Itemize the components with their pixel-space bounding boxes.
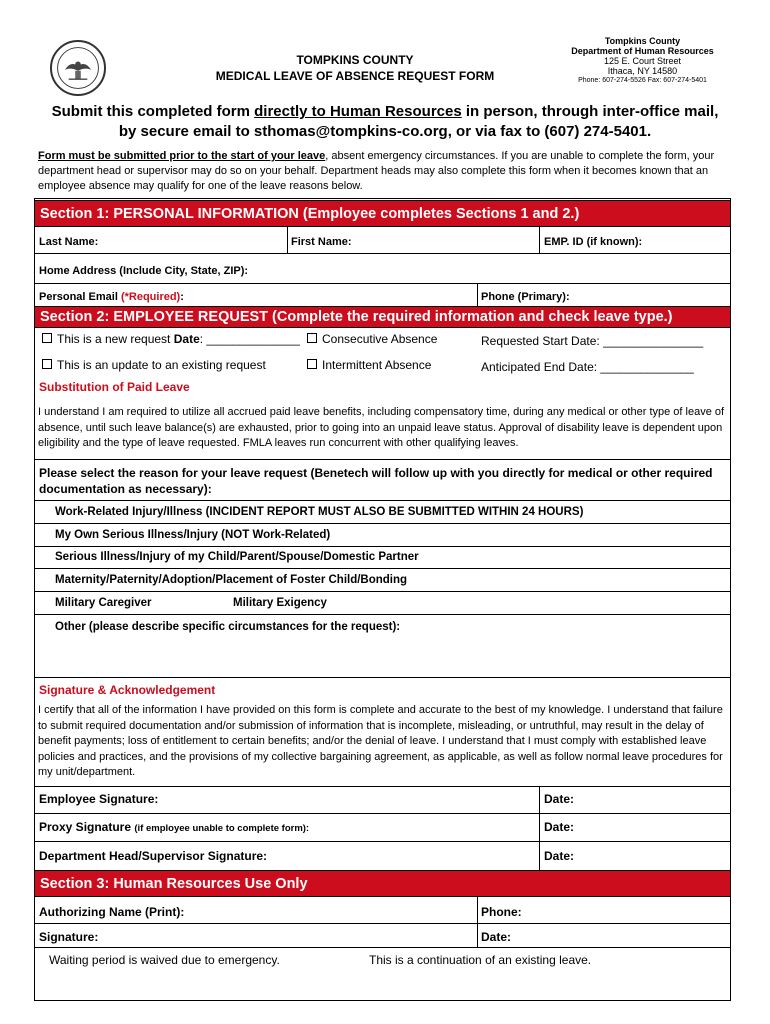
substitution-heading: Substitution of Paid Leave [39, 380, 190, 394]
proxy-signature-date[interactable]: Date: [544, 820, 575, 834]
dept-head-signature-field[interactable]: Department Head/Supervisor Signature: [39, 849, 268, 863]
consecutive-absence-checkbox[interactable] [307, 332, 437, 346]
instr-part3: in person, through inter-office mail, [461, 103, 719, 120]
consecutive-label: Consecutive Absence [322, 332, 438, 346]
date-label: Date [173, 332, 200, 346]
reason-prompt: Please select the reason for your leave request (Benetech will follow up with you directly for medical or other required documentation as necessary): [39, 466, 713, 496]
intermittent-absence-checkbox[interactable] [307, 358, 431, 372]
personal-email-label: Personal Email [39, 291, 121, 303]
requested-start-date-field[interactable]: Requested Start Date: _______________ [481, 334, 704, 348]
dept-head-signature-date[interactable]: Date: [544, 849, 575, 863]
divider [34, 568, 731, 569]
proxy-signature-field[interactable] [39, 820, 309, 834]
reason-other[interactable]: Other (please describe specific circumstances for the request): [55, 621, 401, 633]
hr-contact-block [560, 36, 725, 86]
divider [34, 614, 731, 615]
intro-underlined: Form must be submitted prior to the start of your leave [38, 150, 326, 162]
divider [34, 841, 731, 842]
divider [34, 546, 731, 547]
checkbox-icon [307, 359, 317, 369]
submission-instructions [30, 102, 740, 142]
divider [34, 786, 731, 787]
intermittent-label: Intermittent Absence [322, 358, 432, 372]
form-title-line1: TOMPKINS COUNTY [296, 53, 414, 67]
emp-id-field[interactable]: EMP. ID (if known): [544, 236, 643, 248]
continuation-option[interactable]: This is a continuation of an existing leave. [369, 953, 592, 967]
section3-header: Section 3: Human Resources Use Only [34, 870, 731, 897]
divider [34, 500, 731, 501]
divider [539, 786, 540, 871]
hr-name: Tompkins County [604, 36, 681, 46]
proxy-signature-label: Proxy Signature [39, 820, 135, 834]
hr-date-field[interactable]: Date: [481, 930, 512, 944]
form-title-line2: MEDICAL LEAVE OF ABSENCE REQUEST FORM [215, 69, 495, 83]
intro-rest: , absent emergency circumstances. If you are unable to complete the form, your department head or supervisor may do so on your behalf. Department heads may also complete this form when it becomes known that an employee absence may qualify for one of the leave reasons below. [38, 150, 715, 192]
hr-city: Ithaca, NY 14580 [607, 66, 678, 76]
reason-family-illness[interactable]: Serious Illness/Injury of my Child/Parent/Spouse/Domestic Partner [55, 551, 419, 563]
divider [539, 227, 540, 254]
date-blank: : ______________ [199, 332, 300, 346]
divider [34, 253, 731, 254]
new-request-checkbox[interactable] [42, 332, 300, 346]
hr-signature-field[interactable]: Signature: [39, 930, 99, 944]
divider [34, 459, 731, 460]
anticipated-end-date-field[interactable]: Anticipated End Date: ______________ [481, 360, 694, 374]
divider [34, 523, 731, 524]
divider [34, 813, 731, 814]
instr-part2: directly to Human Resources [254, 103, 462, 120]
certify-text: I certify that all of the information I have provided on this form is complete and accurate to the best of my knowledge. I understand that failure to submit required documentation and/or submission of information that is incomplete, misleading, or untruthful, may result in the delay of benefit payments; loss of entitlement to certain benefits; and/or the denial of leave. I understand that I must comply with established leave policies and practices, and the provisions of my collective bargaining agreement, as applicable, as well as follow normal leave procedures for my unit/department. [38, 704, 723, 778]
proxy-note: (if employee unable to complete form): [134, 823, 310, 834]
update-request-checkbox[interactable] [42, 358, 266, 372]
divider [34, 591, 731, 592]
checkbox-icon [307, 333, 317, 343]
authorizing-name-field[interactable]: Authorizing Name (Print): [39, 905, 185, 919]
reason-military-caregiver[interactable]: Military Caregiver [55, 597, 152, 609]
home-address-field[interactable]: Home Address (Include City, State, ZIP): [39, 265, 249, 277]
county-seal-logo [50, 40, 106, 96]
hr-dept: Department of Human Resources [571, 46, 714, 56]
substitution-text: I understand I am required to utilize all accrued paid leave benefits, including compensatory time, during any medical or other type of leave of absence, until such leave balance(s) are exhausted, prior to going into an unpaid leave status. Approval of disability leave is dependent upon eligibility and the type of leave requested. FMLA leaves run concurrent with other qualifying leaves. [38, 406, 725, 449]
divider [34, 923, 731, 924]
instr-line2: by secure email to sthomas@tompkins-co.org, or via fax to (607) 274-5401. [118, 123, 652, 140]
last-name-field[interactable]: Last Name: [39, 236, 99, 248]
phone-primary-field[interactable]: Phone (Primary): [481, 291, 570, 303]
hr-street: 125 E. Court Street [603, 56, 682, 66]
reason-own-illness[interactable]: My Own Serious Illness/Injury (NOT Work-Related) [55, 529, 331, 541]
divider [34, 947, 731, 948]
instr-part1: Submit this completed form [51, 103, 255, 120]
reason-work-related[interactable]: Work-Related Injury/Illness (INCIDENT REPORT MUST ALSO BE SUBMITTED WITHIN 24 HOURS) [55, 506, 584, 518]
first-name-field[interactable]: First Name: [291, 236, 352, 248]
new-request-label: This is a new request [57, 332, 171, 346]
colon: : [180, 291, 184, 303]
divider [34, 677, 731, 678]
reason-maternity-paternity[interactable]: Maternity/Paternity/Adoption/Placement of Foster Child/Bonding [55, 574, 408, 586]
employee-signature-field[interactable]: Employee Signature: [39, 792, 159, 806]
eagle-seal-icon [52, 42, 104, 94]
hr-phone-fax: Phone: 607-274-5526 Fax: 607-274-5401 [578, 77, 707, 84]
reason-military-exigency[interactable]: Military Exigency [233, 597, 327, 609]
required-marker: (*Required) [120, 291, 181, 303]
waiting-period-option[interactable]: Waiting period is waived due to emergency. [49, 953, 280, 967]
personal-email-field[interactable] [39, 291, 184, 303]
section2-header: Section 2: EMPLOYEE REQUEST (Complete the required information and check leave type.) [34, 306, 731, 328]
update-request-label: This is an update to an existing request [57, 358, 266, 372]
hr-phone-field[interactable]: Phone: [481, 905, 522, 919]
divider [477, 283, 478, 307]
section1-header: Section 1: PERSONAL INFORMATION (Employee completes Sections 1 and 2.) [34, 200, 731, 227]
employee-signature-date[interactable]: Date: [544, 792, 575, 806]
divider [287, 227, 288, 254]
checkbox-icon [42, 359, 52, 369]
checkbox-icon [42, 333, 52, 343]
intro-paragraph [38, 149, 728, 194]
divider [34, 283, 731, 284]
signature-heading: Signature & Acknowledgement [39, 683, 216, 697]
